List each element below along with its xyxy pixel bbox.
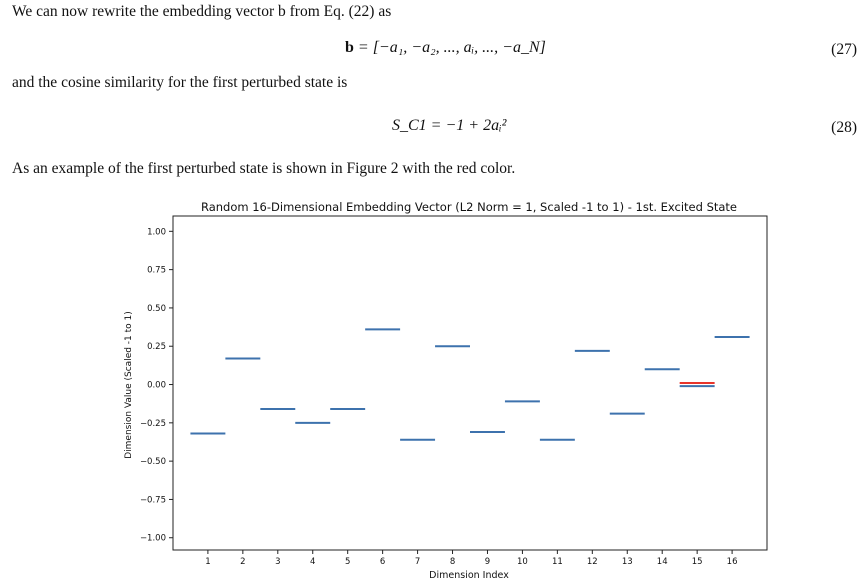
x-tick-label: 2 xyxy=(240,557,246,567)
equation-27-rhs: = [−a₁, −a₂, ..., aᵢ, ..., −a_N] xyxy=(357,39,546,56)
y-tick-label: 0.25 xyxy=(147,342,166,353)
equation-27-lhs: b xyxy=(345,39,354,56)
y-tick-label: 0.75 xyxy=(147,265,166,276)
y-tick-label: −0.75 xyxy=(139,495,166,506)
paragraph-2: and the cosine similarity for the first perturbed state is xyxy=(12,74,348,91)
chart-y-axis-label: Dimension Value (Scaled -1 to 1) xyxy=(124,311,134,459)
x-tick-label: 8 xyxy=(449,557,456,567)
chart-title: Random 16-Dimensional Embedding Vector (L2 Norm = 1, Scaled -1 to 1) - 1st. Excited State xyxy=(200,200,738,214)
equation-27-number: (27) xyxy=(831,41,857,58)
x-tick-label: 16 xyxy=(726,557,738,567)
y-tick-label: 0.50 xyxy=(147,303,166,314)
x-tick-label: 7 xyxy=(414,557,421,567)
x-tick-label: 3 xyxy=(275,557,281,567)
equation-28 xyxy=(392,117,506,135)
x-tick-label: 9 xyxy=(484,557,491,567)
x-tick-label: 14 xyxy=(656,557,668,567)
paragraph-1: We can now rewrite the embedding vector b from Eq. (22) as xyxy=(12,3,392,20)
x-tick-label: 12 xyxy=(586,557,598,567)
x-tick-label: 1 xyxy=(205,557,211,567)
equation-27 xyxy=(345,39,546,57)
x-tick-label: 10 xyxy=(517,557,528,567)
x-tick-label: 4 xyxy=(310,557,316,567)
y-tick-label: 0.00 xyxy=(147,380,166,391)
chart-x-axis-label: Dimension Index xyxy=(429,570,509,581)
paragraph-3: As an example of the first perturbed state is shown in Figure 2 with the red color. xyxy=(12,160,516,177)
x-tick-label: 5 xyxy=(344,557,351,567)
x-tick-label: 15 xyxy=(691,557,703,567)
x-tick-label: 6 xyxy=(379,557,386,567)
equation-28-lhs: S_C1 xyxy=(392,117,427,134)
plot-frame xyxy=(173,216,767,550)
equation-28-rhs: = −1 + 2aᵢ² xyxy=(430,117,507,134)
x-tick-label: 13 xyxy=(621,557,633,567)
y-tick-label: −0.25 xyxy=(139,418,166,429)
y-tick-label: 1.00 xyxy=(147,227,166,238)
y-tick-label: −1.00 xyxy=(139,533,166,544)
y-tick-label: −0.50 xyxy=(139,457,166,468)
embedding-chart xyxy=(0,187,865,587)
x-tick-label: 11 xyxy=(551,557,563,567)
equation-28-number: (28) xyxy=(831,119,857,136)
